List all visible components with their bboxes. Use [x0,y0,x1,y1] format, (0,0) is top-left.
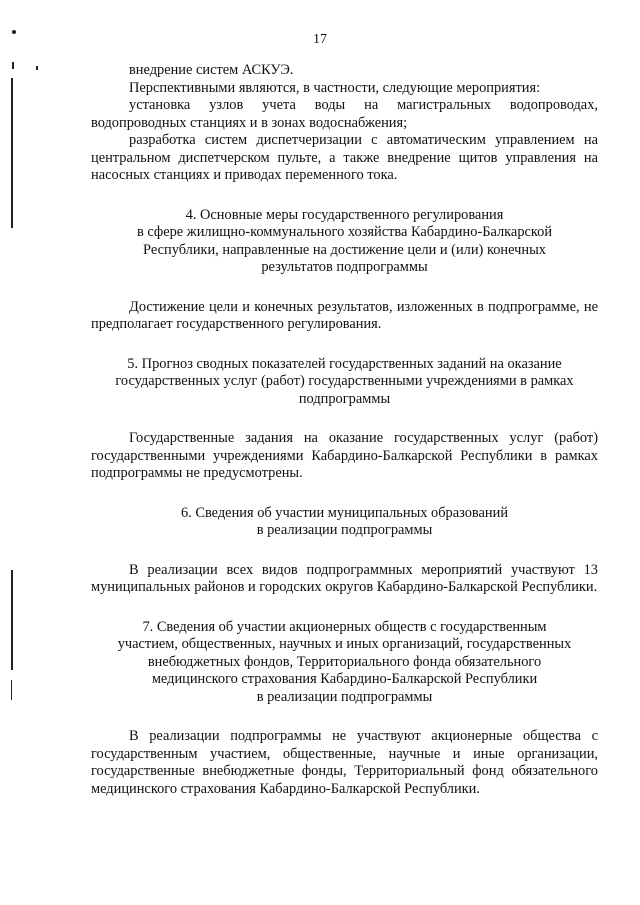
paragraph: разработка систем диспетчеризации с автоматическим управлением на центральном диспетчерском пульте, а также внедрение щитов управления на насосных станциях и приводах переменного тока. [91,132,598,183]
scan-mark [12,62,14,69]
section-heading-7 [91,619,598,707]
section-heading-5 [91,356,598,409]
heading-line: медицинского страхования Кабардино-Балкарской Республики [151,671,538,687]
paragraph: В реализации всех видов подпрограммных мероприятий участвуют 13 муниципальных районов и городских округов Кабардино-Балкарской Республики. [91,561,598,595]
scan-edge-line [11,570,13,670]
paragraph: внедрение систем АСКУЭ. [129,62,294,78]
scan-edge-line [11,680,12,700]
paragraph: Перспективными являются, в частности, следующие мероприятия: [129,79,541,96]
paragraph: Достижение цели и конечных результатов, изложенных в подпрограмме, не предполагает государственного регулирования. [91,298,598,332]
paragraph: В реализации подпрограммы не участвуют акционерные общества с государственным участием, общественные, научные и иные организации, государственные внебюджетные фонды, Территориальный фонд обязательного медицинского страхования Кабардино-Балкарской Республики. [91,728,598,797]
heading-line: внебюджетных фондов, Территориального фонда обязательного [147,653,542,670]
heading-line: в реализации подпрограммы [256,688,433,705]
heading-line: 7. Сведения об участии акционерных обществ с государственным [142,618,547,635]
paragraph: Государственные задания на оказание государственных услуг (работ) государственными учреждениями Кабардино-Балкарской Республики в рамках подпрограммы не предусмотрены. [91,430,598,481]
heading-line: 4. Основные меры государственного регулирования [185,206,504,223]
scan-edge-line [11,78,13,228]
heading-line: в сфере жилищно-коммунального хозяйства Кабардино-Балкарской [136,224,553,240]
section-heading-6 [91,505,598,540]
heading-line: Республики, направленные на достижение цели и (или) конечных [143,241,546,258]
heading-line: 5. Прогноз сводных показателей государственных заданий на оказание [127,355,562,372]
heading-line: подпрограммы [298,390,391,407]
heading-line: 6. Сведения об участии муниципальных образований [180,504,509,521]
document-body [91,62,598,798]
scan-mark [36,66,38,70]
heading-line: участием, общественных, научных и иных организаций, государственных [117,636,572,652]
heading-line: в реализации подпрограммы [256,522,433,538]
heading-line: результатов подпрограммы [261,259,428,275]
paragraph: установка узлов учета воды на магистральных водопроводах, водопроводных станциях и в зонах водоснабжения; [91,97,598,131]
page-number: 17 [313,32,327,47]
heading-line: государственных услуг (работ) государственными учреждениями в рамках [115,373,574,389]
section-heading-4 [91,207,598,277]
